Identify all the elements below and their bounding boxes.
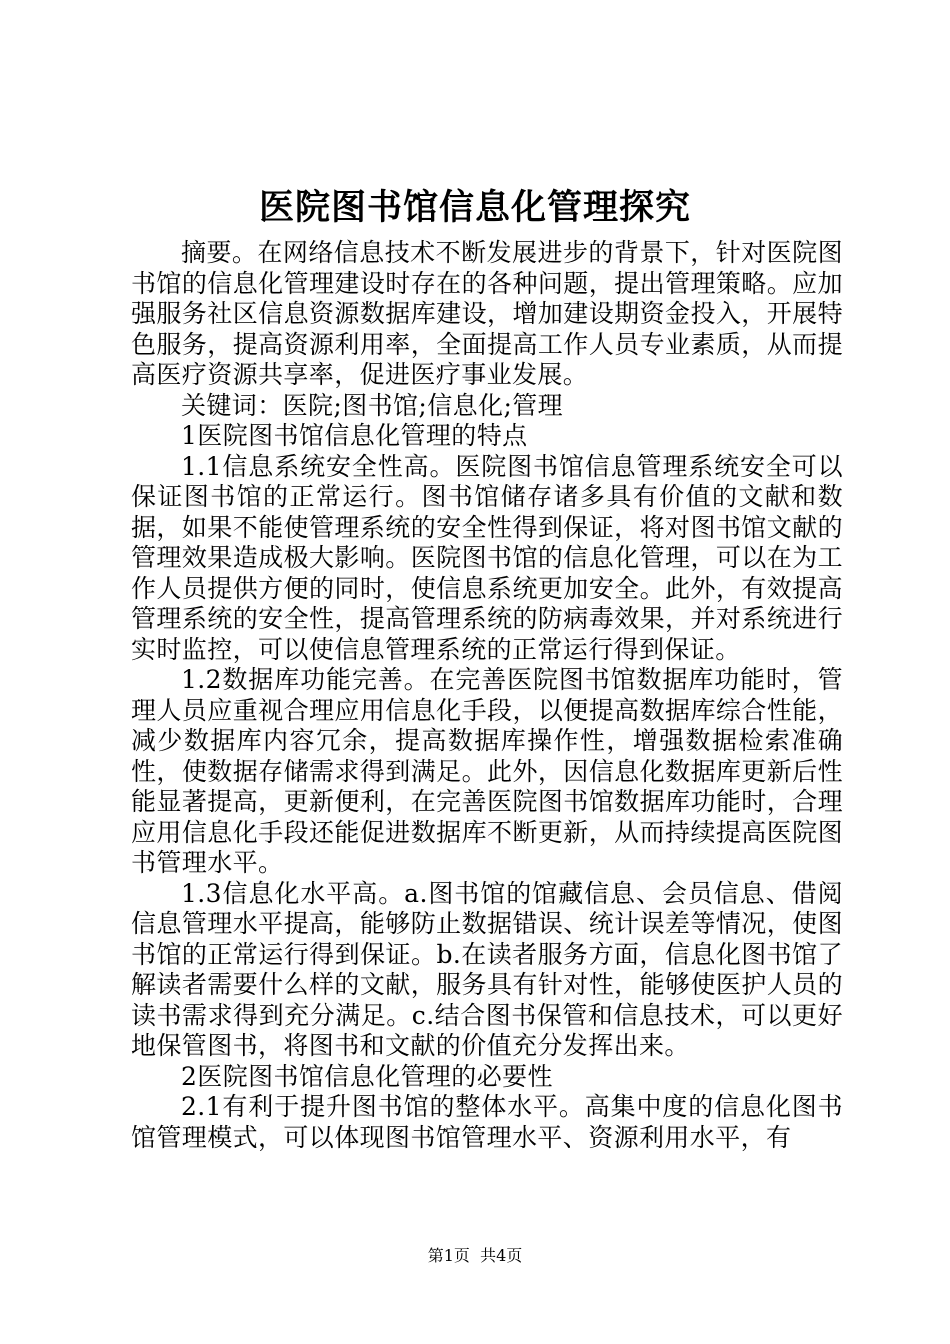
body-paragraph: 1.3信息化水平高。a.图书馆的馆藏信息、会员信息、借阅信息管理水平提高，能够防止数据错误、统计误差等情况，使图书馆的正常运行得到保证。b.在读者服务方面，信息化图书馆了解读者需要什么样的文献，服务具有针对性，能够使医护人员的读书需求得到充分满足。c.结合图书保管和信息技术，可以更好地保管图书，将图书和文献的价值充分发挥出来。 [131,878,843,1060]
body-paragraph: 2.1有利于提升图书馆的整体水平。高集中度的信息化图书馆管理模式，可以体现图书馆管理水平、资源利用水平，有 [131,1092,843,1152]
body-paragraph: 1.1信息系统安全性高。医院图书馆信息管理系统安全可以保证图书馆的正常运行。图书馆储存诸多具有价值的文献和数据，如果不能使管理系统的安全性得到保证，将对图书馆文献的管理效果造成极大影响。医院图书馆的信息化管理，可以在为工作人员提供方便的同时，使信息系统更加安全。此外，有效提高管理系统的安全性，提高管理系统的防病毒效果，并对系统进行实时监控，可以使信息管理系统的正常运行得到保证。 [131,451,843,664]
section-heading-2: 2医院图书馆信息化管理的必要性 [181,1061,553,1091]
body-paragraph: 1.2数据库功能完善。在完善医院图书馆数据库功能时，管理人员应重视合理应用信息化手段，以便提高数据库综合性能，减少数据库内容冗余，提高数据库操作性，增强数据检索准确性，使数据存储需求得到满足。此外，因信息化数据库更新后性能显著提高，更新便利，在完善医院图书馆数据库功能时，合理应用信息化手段还能促进数据库不断更新，从而持续提高医院图书管理水平。 [131,665,843,877]
document-title: 医院图书馆信息化管理探究 [258,188,691,228]
section-heading-1: 1医院图书馆信息化管理的特点 [181,421,528,450]
abstract-paragraph: 摘要。在网络信息技术不断发展进步的背景下，针对医院图书馆的信息化管理建设时存在的各种问题，提出管理策略。应加强服务社区信息资源数据库建设，增加建设期资金投入，开展特色服务，提高资源利用率，全面提高工作人员专业素质，从而提高医疗资源共享率，促进医疗事业发展。 [131,238,843,389]
page-footer [0,1244,950,1268]
page-number: 第1页 [427,1246,470,1265]
page-total: 共4页 [480,1246,523,1265]
document-body [131,238,843,1153]
keywords-paragraph: 关键词：医院;图书馆;信息化;管理 [181,390,564,420]
